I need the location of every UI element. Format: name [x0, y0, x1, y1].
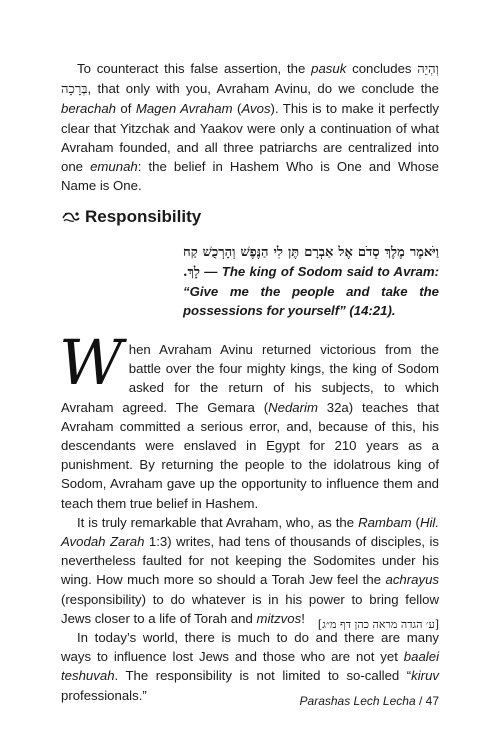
text: professionals.” [61, 687, 147, 703]
term-emunah: emunah [90, 159, 138, 175]
text: (responsibility) to do whatever is in his power to bring fellow Jews closer to a life of Torah and [61, 591, 439, 626]
hebrew-phrase: וְהְיֵה בְּרָכָה [61, 62, 439, 98]
text: ). This is to make it perfectly clear that Yitzchak and Yaakov were only a continuation of what Avraham founded, and all three patriarchs are centralized into one [61, 101, 440, 175]
term-rambam: Rambam [358, 514, 412, 530]
verse-translation: — The king of Sodom said to Avram: “Give me the people and take the possessions for yourself” (14:21). [183, 264, 439, 318]
text: . The responsibility is not limited to so-called “ [114, 668, 412, 684]
term-pasuk: pasuk [311, 61, 347, 76]
term-nedarim: Nedarim [268, 399, 318, 415]
term-magen-avraham: Magen Avraham [135, 101, 233, 117]
term-kiruv: kiruv [411, 668, 439, 684]
text: 1:3) writes, had tens of thousands of disciples, is nevertheless faulted for not keeping the Sodomites under his wing. How much more so should a Torah Jew feel the [61, 534, 440, 588]
term-baalei-teshuvah: baalei teshuvah [61, 649, 439, 684]
paragraph [61, 513, 439, 628]
page-footer [300, 694, 439, 708]
running-title: Parashas Lech Lecha [299, 694, 416, 708]
section-heading [61, 207, 201, 227]
separator: / [415, 694, 426, 708]
hebrew-verse: וַיֹּאמֶר מֶלֶךְ סְדֹם אֶל אַבְרָם תֶּן לִי הַנֶּפֶשׁ וְהָרְכֻשׁ קַח לָךְ. [183, 245, 439, 280]
intro-paragraph [61, 59, 439, 195]
text: To counteract this false assertion, the [77, 61, 312, 76]
verse-quote [183, 242, 439, 320]
term-achrayus: achrayus [385, 572, 439, 588]
text: In today’s world, there is much to do and there are many ways to influence lost Jews and those who are not yet [61, 630, 439, 665]
text: : the belief in Hashem Who is One and Whose Name is One. [61, 159, 439, 194]
ornament-icon [61, 209, 81, 225]
body-text [59, 326, 440, 705]
term-avos: Avos [241, 101, 271, 117]
text: ( [232, 101, 242, 117]
heading-title: Responsibility [85, 207, 202, 226]
text: , that only with you, Avraham Avinu, do we conclude the [87, 81, 439, 97]
text: hen Avraham Avinu returned victorious from the battle over the four mighty kings, the king of Sodom asked for the return of his subjects, to which Avraham agreed. The Gemara ( [61, 342, 439, 415]
text: 32a) teaches that Avraham committed a serious error, and, because of this, his descendants were enslaved in Egypt for 210 years as a punishment. By returning the people to the idolatrous king of Sodom, Avraham gave up the opportunity to influence them and teach them true belief in Hashem. [61, 399, 439, 511]
page [61, 0, 439, 750]
text: of [116, 101, 136, 117]
paragraph [59, 326, 439, 513]
source-citation: [ע׳ הגדה מראה כהן דף מ״ג] [317, 618, 439, 631]
text: It is truly remarkable that Avraham, who, as the [77, 514, 359, 530]
page-number: 47 [425, 694, 439, 708]
drop-cap: W [59, 326, 123, 399]
term-berachah: berachah [61, 101, 116, 117]
text: ( [411, 514, 420, 530]
text: concludes [346, 61, 418, 76]
term-mitzvos: mitzvos [256, 610, 302, 626]
term-hil-avodah-zarah: Hil. Avodah Zarah [61, 514, 439, 550]
text: ! [301, 610, 305, 626]
